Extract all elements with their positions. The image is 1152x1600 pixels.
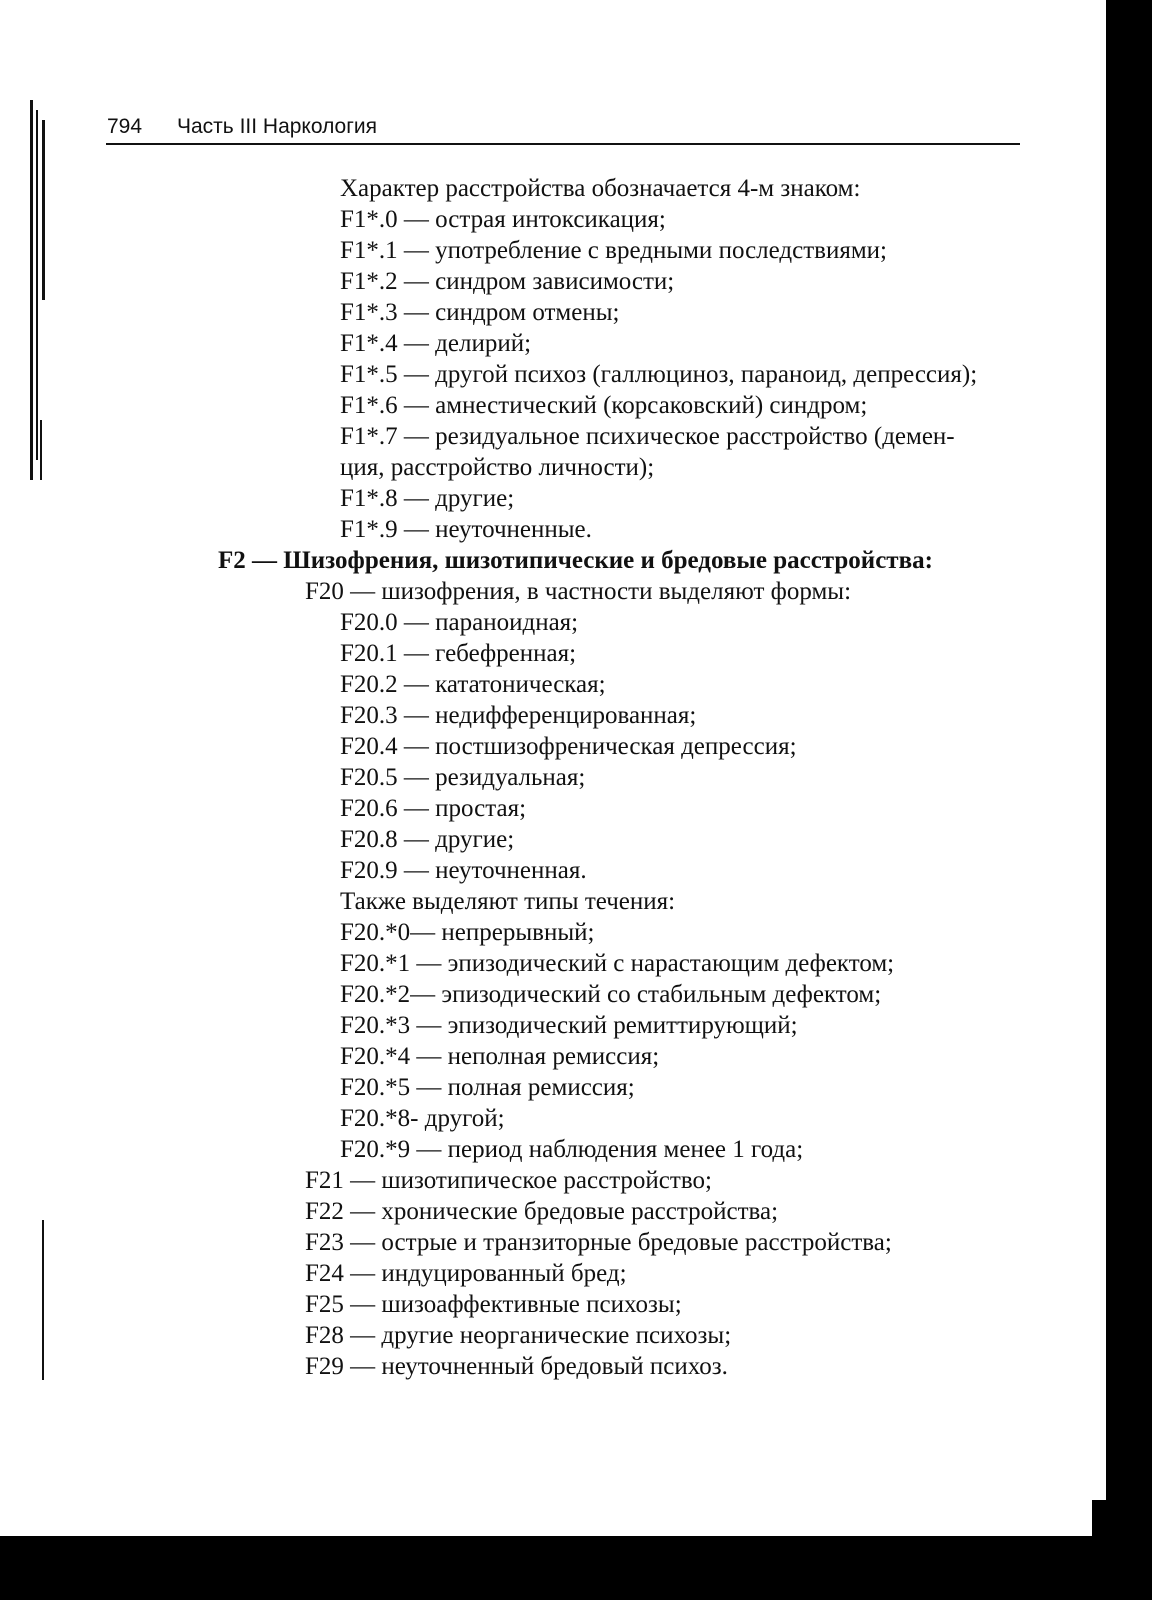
f20-form: F20.5 — резидуальная; (340, 764, 586, 791)
f1-item: F1*.7 — резидуальное психическое расстройство (демен- (340, 423, 955, 450)
f1-item: F1*.0 — острая интоксикация; (340, 206, 666, 233)
page-number: 794 (107, 115, 143, 138)
f2-subcategory: F29 — неуточненный бредовый психоз. (305, 1353, 728, 1380)
f2-subcategory: F23 — острые и транзиторные бредовые расстройства; (305, 1229, 892, 1256)
f2-heading: F2 — Шизофрения, шизотипические и бредовые расстройства: (218, 547, 933, 574)
scan-bottom-edge (0, 1536, 1152, 1600)
f20-course-type: F20.*4 — неполная ремиссия; (340, 1043, 660, 1070)
f20-course-type: F20.*3 — эпизодический ремиттирующий; (340, 1012, 798, 1039)
gutter-mark (42, 120, 45, 300)
f2-subcategory: F21 — шизотипическое расстройство; (305, 1167, 712, 1194)
f20-form: F20.6 — простая; (340, 795, 527, 822)
f1-item: F1*.2 — синдром зависимости; (340, 268, 675, 295)
f1-item: F1*.8 — другие; (340, 485, 515, 512)
f20-course-type: F20.*5 — полная ремиссия; (340, 1074, 635, 1101)
f20-course-type: F20.*1 — эпизодический с нарастающим дефектом; (340, 950, 895, 977)
gutter-mark (36, 110, 38, 460)
f1-item: F1*.9 — неуточненные. (340, 516, 592, 543)
f2-subcategory: F28 — другие неорганические психозы; (305, 1322, 732, 1349)
f1-intro: Характер расстройства обозначается 4-м знаком: (340, 175, 861, 202)
f2-subcategory: F22 — хронические бредовые расстройства; (305, 1198, 779, 1225)
f2-subcategory: F24 — индуцированный бред; (305, 1260, 627, 1287)
f20-course-type: F20.*0— непрерывный; (340, 919, 595, 946)
f1-item: F1*.5 — другой психоз (галлюциноз, параноид, депрессия); (340, 361, 978, 388)
gutter-mark (40, 420, 42, 480)
f1-item-continuation: ция, расстройство личности); (340, 454, 655, 481)
scan-left-margin (0, 0, 92, 1600)
f1-item: F1*.6 — амнестический (корсаковский) синдром; (340, 392, 868, 419)
f20-form: F20.4 — постшизофреническая депрессия; (340, 733, 797, 760)
gutter-mark (42, 1220, 44, 1380)
f20-form: F20.2 — кататоническая; (340, 671, 606, 698)
running-title: Часть III Наркология (177, 115, 378, 138)
header-rule (106, 143, 1020, 145)
f1-item: F1*.1 — употребление с вредными последствиями; (340, 237, 887, 264)
gutter-mark (30, 100, 33, 480)
f20-form: F20.9 — неуточненная. (340, 857, 587, 884)
f20-form: F20.0 — параноидная; (340, 609, 579, 636)
f20-title: F20 — шизофрения, в частности выделяют формы: (305, 578, 852, 605)
running-head (107, 115, 1019, 139)
f20-form: F20.3 — недифференцированная; (340, 702, 697, 729)
f1-item: F1*.4 — делирий; (340, 330, 532, 357)
f1-item: F1*.3 — синдром отмены; (340, 299, 620, 326)
f2-subcategory: F25 — шизоаффективные психозы; (305, 1291, 682, 1318)
page-edge-highlight (1092, 0, 1106, 1500)
f20-form: F20.8 — другие; (340, 826, 515, 853)
f20-course-type: F20.*9 — период наблюдения менее 1 года; (340, 1136, 804, 1163)
f20-course-type: F20.*2— эпизодический со стабильным дефектом; (340, 981, 882, 1008)
f20-form: F20.1 — гебефренная; (340, 640, 577, 667)
f20-course-type: F20.*8- другой; (340, 1105, 505, 1132)
f20-course-intro: Также выделяют типы течения: (340, 888, 676, 915)
